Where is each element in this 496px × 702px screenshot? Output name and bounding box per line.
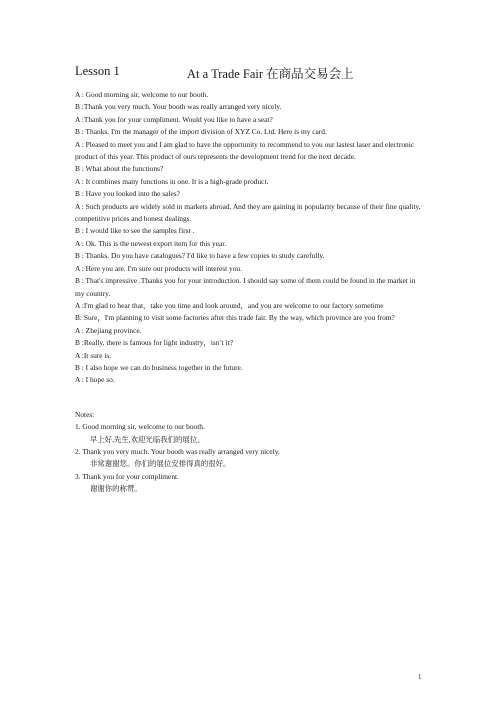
dialogue-line: B : I also hope we can do business together in the future. [75,362,243,372]
dialogue-line: A : Ok. This is the newest export item for this year. [75,238,227,248]
note-chinese: 早上好,先生,欢迎光临我们的展位。 [90,434,205,444]
dialogue-line: B :Really, there is famous for light industry，isn’t it? [75,338,234,348]
dialogue-line: B: Sure，I'm planning to visit some factories after this trade fair. By the way, which province are you from? [75,313,395,323]
note-chinese: 谢谢你的称赞。 [90,484,142,494]
lesson-topic: At a Trade Fair 在商品交易会上 [187,67,354,81]
note-chinese: 非常谢谢您。你们的展位安排得真的很好。 [90,459,231,469]
section-spacer [75,387,425,409]
dialogue-line: A : I hope so. [75,375,115,385]
dialogue-line: A : It combines many functions in one. It is a high-grade product. [75,176,269,186]
dialogue-line: A : Here you are. I'm sure our products will interest you. [75,263,242,273]
dialogue-line: B :Thank you very much. Your booth was really arranged very nicely. [75,102,282,112]
dialogue-line: A : Pleased to meet you and I am glad to have the opportunity to recommend to you our lastest laser and electronic product of this year. This product of ours represents the development trend for the next decade. [75,139,415,162]
dialogue-line: B : Thanks. Do you have catalogues? I'd like to have a few copies to study carefully. [75,251,325,261]
dialogue-line: A :I'm glad to hear that，take you time and look around，and you are welcome to our factory sometime [75,300,384,310]
note-english: 2. Thank you very much. Your booth was really arranged very nicely. [75,446,280,456]
lesson-number: Lesson 1 [75,64,120,78]
page-number: 1 [418,673,422,681]
dialogue-line: B : Have you looked into the sales? [75,189,180,199]
notes-heading: Notes: [75,409,95,419]
dialogue-line: A : Zhejiang province. [75,325,142,335]
document-body [75,89,425,496]
note-english: 1. Good morning sir, welcome to our booth. [75,422,205,432]
dialogue-line: B : Thanks. I'm the manager of the import division of XYZ Co. Ltd. Here is my card. [75,127,327,137]
lesson-title [75,64,354,81]
dialogue-line: B : That's impressive .Thanks you for your introduction. I should say some of them could be found in the market in my country. [75,276,416,298]
dialogue-line: A :Thank you for your compliment. Would you like to have a seat? [75,114,273,124]
dialogue-line: A : Good morning sir, welcome to our booth. [75,90,209,99]
dialogue-line: A : Such products are widely sold in markets abroad. And they are gaining in popularity because of their fine quality, competitive prices and honest dealings. [75,201,421,224]
dialogue-line: A :It sure is. [75,350,112,360]
dialogue-line: B : I would like to see the samples first . [75,226,195,236]
dialogue-line: B : What about the functions? [75,164,164,174]
note-english: 3. Thank you for your compliment. [75,471,179,481]
